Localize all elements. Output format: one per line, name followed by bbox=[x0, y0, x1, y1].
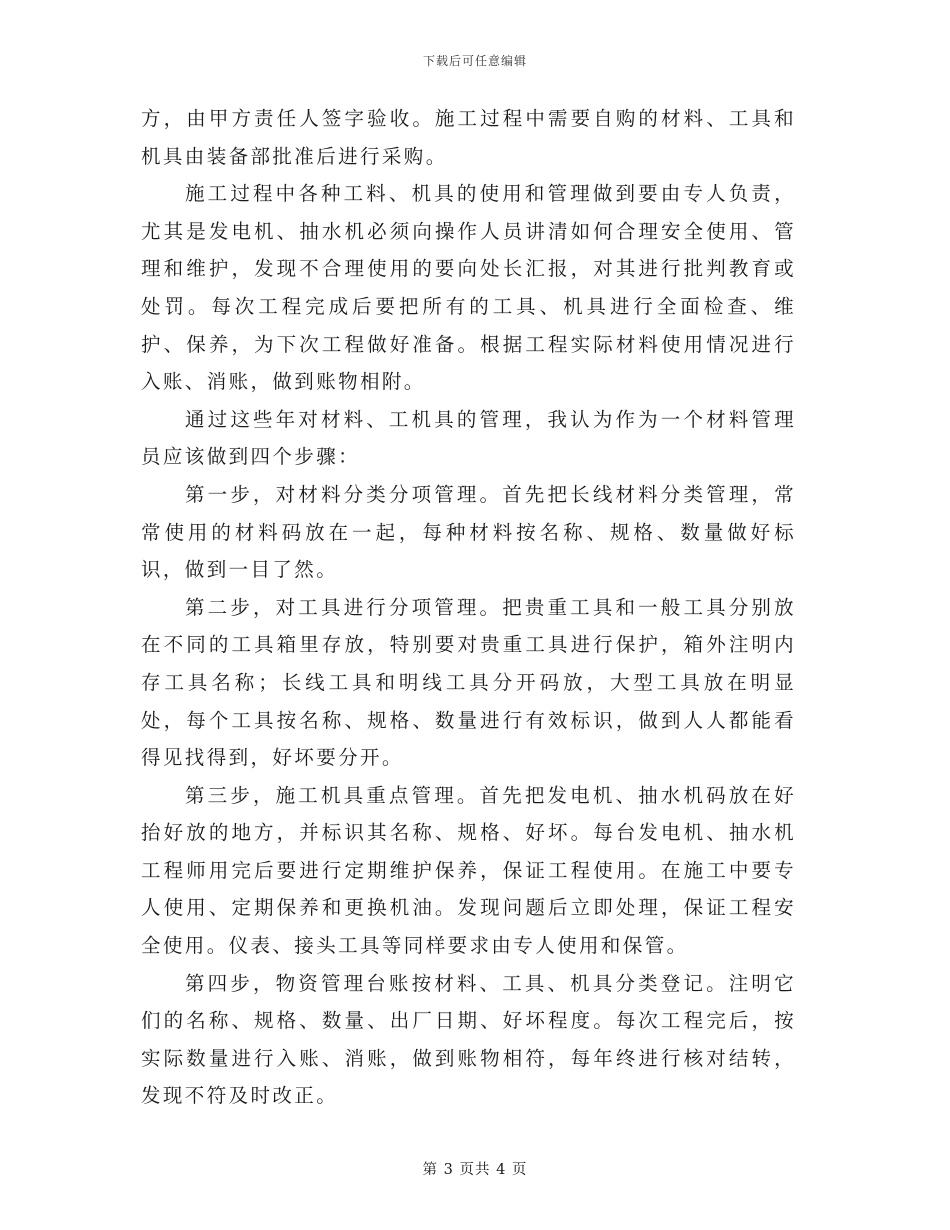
paragraph-four-steps-intro: 通过这些年对材料、工机具的管理，我认为作为一个材料管理员应该做到四个步骤： bbox=[141, 407, 796, 469]
document-body bbox=[141, 100, 796, 1115]
page-header: 下载后可任意编辑 bbox=[422, 54, 527, 68]
paragraph-step-one: 第一步，对材料分类分项管理。首先把长线材料分类管理，常常使用的材料码放在一起，每种材料按名称、规格、数量做好标识，做到一目了然。 bbox=[141, 482, 796, 582]
paragraph-step-three: 第三步，施工机具重点管理。首先把发电机、抽水机码放在好抬好放的地方，并标识其名称、规格、好坏。每台发电机、抽水机工程师用完后要进行定期维护保养，保证工程使用。在施工中要专人使用、定期保养和更换机油。发现问题后立即处理，保证工程安全使用。仪表、接头工具等同样要求由专人使用和保管。 bbox=[141, 783, 796, 958]
paragraph-tool-management: 施工过程中各种工料、机具的使用和管理做到要由专人负责，尤其是发电机、抽水机必须向操作人员讲清如何合理安全使用、管理和维护，发现不合理使用的要向处长汇报，对其进行批判教育或处罚。每次工程完成后要把所有的工具、机具进行全面检查、维护、保养，为下次工程做好准备。根据工程实际材料使用情况进行入账、消账，做到账物相附。 bbox=[141, 182, 796, 394]
paragraph-step-two: 第二步，对工具进行分项管理。把贵重工具和一般工具分别放在不同的工具箱里存放，特别要对贵重工具进行保护，箱外注明内存工具名称；长线工具和明线工具分开码放，大型工具放在明显处，每个工具按名称、规格、数量进行有效标识，做到人人都能看得见找得到，好坏要分开。 bbox=[141, 595, 796, 770]
paragraph-continuation: 方，由甲方责任人签字验收。施工过程中需要自购的材料、工具和机具由装备部批准后进行采购。 bbox=[141, 107, 796, 168]
page-number: 第 3 页共 4 页 bbox=[422, 1162, 528, 1178]
paragraph-step-four: 第四步，物资管理台账按材料、工具、机具分类登记。注明它们的名称、规格、数量、出厂日期、好坏程度。每次工程完后，按实际数量进行入账、消账，做到账物相符，每年终进行核对结转，发现不符及时改正。 bbox=[141, 971, 796, 1108]
